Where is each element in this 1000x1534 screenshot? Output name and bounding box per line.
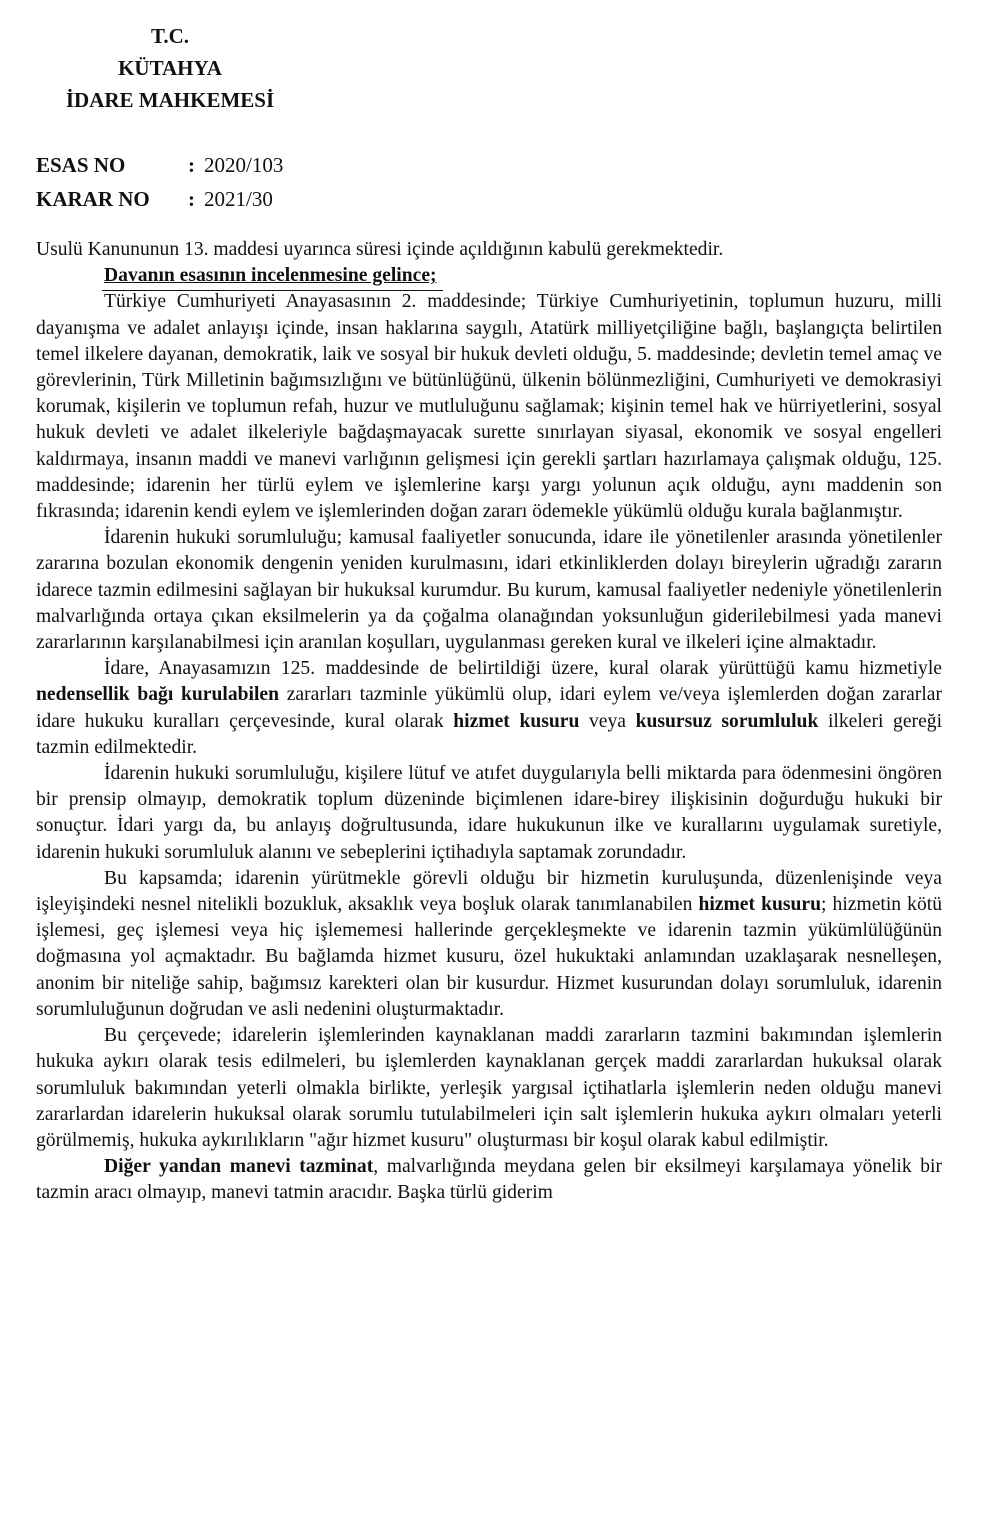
p5-text-a: Bu kapsamda; idarenin yürütmekle görevli olduğu bir hizmetin kuruluşunda, düzenlenişinde veya işleyişindeki nesnel nitelikli bozukluk, aksaklık veya boşluk olarak tanımlanabilen xyxy=(36,867,942,916)
esas-colon: : xyxy=(188,153,195,177)
document-body xyxy=(36,237,942,1207)
p5-bold-hizmet-kusuru: hizmet kusuru xyxy=(698,894,822,916)
karar-value: 2021/30 xyxy=(204,187,273,211)
p3-bold-kusursuz: kusursuz sorumluluk xyxy=(635,710,819,732)
paragraph-manevi-tazminat xyxy=(36,1154,942,1206)
header-city: KÜTAHYA xyxy=(118,56,222,80)
subheading-text: Davanın esasının incelenmesine gelince; xyxy=(104,265,437,287)
paragraph-hizmet-kusuru xyxy=(36,866,942,1023)
esas-row xyxy=(36,148,283,182)
p7-text-b: , malvarlığında meydana gelen bir eksilmeyi karşılamaya yönelik bir tazmin aracı olmayıp, manevi tatmin aracıdır. Başka türlü giderim xyxy=(36,1156,942,1204)
karar-row xyxy=(36,182,283,216)
esas-label: ESAS NO xyxy=(36,153,126,177)
p3-text-e: veya xyxy=(579,710,636,732)
court-header xyxy=(0,20,340,116)
karar-colon: : xyxy=(188,187,195,211)
p3-bold-nedensellik: nedensellik bağı kurulabilen xyxy=(36,684,279,706)
p3-text-g: ilkeleri gereği tazmin edilmektedir. xyxy=(36,710,943,758)
paragraph-lutuf: İdarenin hukuki sorumluluğu, kişilere lütuf ve atıfet duygularıyla belli miktarda para ödenmesini öngören bir prensip olmayıp, demokratik toplum düzeninde biçimlenen idare-birey ilişkisinin doğurduğu hukuki bir sonuçtur. İdari yargı da, bu anlayış doğrultusunda, idare hukukunun ilke ve kurallarını uygulamak suretiyle, idarenin hukuki sorumluluk alanını ve sebeplerini içtihadıyla saptamak zorundadır. xyxy=(36,763,942,863)
paragraph-continuation: Usulü Kanununun 13. maddesi uyarınca süresi içinde açıldığının kabulü gerekmektedir. xyxy=(36,239,724,260)
p3-text-a: İdare, Anayasamızın 125. maddesinde de belirtildiği üzere, kural olarak yürüttüğü kamu hizmetiyle xyxy=(104,658,942,680)
karar-label: KARAR NO xyxy=(36,187,150,211)
p3-text-c: zararları tazminle yükümlü olup, idari eylem ve/veya işlemlerden doğan zararlar idare hukuku kuralları çerçevesinde, kural olarak xyxy=(36,684,942,732)
p7-bold-manevi-tazminat: Diğer yandan manevi tazminat xyxy=(104,1156,374,1178)
esas-value: 2020/103 xyxy=(204,153,284,177)
case-info xyxy=(36,148,283,216)
header-court: İDARE MAHKEMESİ xyxy=(65,88,275,112)
section-subheading xyxy=(104,263,437,289)
paragraph-idare-125 xyxy=(36,656,942,761)
p5-text-c: ; hizmetin kötü işlemesi, geç işlemesi veya hiç işlememesi hallerinde gerçekleşmekte ve idarenin tazmin yükümlülüğünün doğmasına yol açmaktadır. Bu bağlamda hizmet kusuru, özel hukuktaki anlamından uzaklaşarak nesnelleşen, anonim bir niteliğe sahip, bağımsız karekteri olan bir kusurdur. Hizmet kusurundan dolayı sorumluluk, idarenin sorumluluğunun doğrudan ve asli nedenini oluşturmaktadır. xyxy=(36,894,942,1020)
paragraph-hukuki-sorumluluk: İdarenin hukuki sorumluluğu; kamusal faaliyetler sonucunda, idare ile yönetilenler arasında yönetilenler zararına bozulan ekonomik dengenin yeniden kurulmasını, idari etkinliklerden dolayı bireylerin uğradığı zararın idarece tazmin edilmesini sağlayan bir hukuksal kurumdur. Bu kurum, kamusal faaliyetler nedeniyle yönetilenlerin malvarlığında ortaya çıkan eksilmelerin ya da çoğalma olanağından yoksunluğun giderilebilmesi yada manevi zararlarının karşılanabilmesi için aranılan koşulları, uygulanması gereken kural ve ilkeleri içine almaktadır. xyxy=(36,527,942,654)
header-country: T.C. xyxy=(150,24,190,48)
paragraph-anayasa: Türkiye Cumhuriyeti Anayasasının 2. maddesinde; Türkiye Cumhuriyetinin, toplumun huzuru, milli dayanışma ve adalet anlayışı içinde, insan haklarına saygılı, Atatürk milliyetçiliğine bağlı, başlangıçta belirtilen temel ilkelere dayanan, demokratik, laik ve sosyal bir hukuk devleti olduğu, 5. maddesinde; devletin temel amaç ve görevlerinin, Türk Milletinin bağımsızlığını ve bütünlüğünü, ülkenin bölünmezliğini, Cumhuriyeti ve demokrasiyi korumak, kişilerin ve toplumun refah, huzur ve mutluluğunu sağlamak; kişinin temel hak ve hürriyetlerini, sosyal hukuk devleti ve adalet ilkeleriyle bağdaşmayacak surette sınırlayan siyasal, ekonomik ve sosyal engelleri kaldırmaya, insanın maddi ve manevi varlığının gelişmesi için gerekli şartları hazırlamaya çalışmak olduğu, 125. maddesinde; idarenin her türlü eylem ve işlemlerine karşı yargı yolunun açık olduğu, aynı maddenin son fıkrasında; idarenin kendi eylem ve işlemlerinden doğan zararı ödemekle yükümlü olduğu kurala bağlanmıştır. xyxy=(36,291,942,523)
paragraph-cerceve: Bu çerçevede; idarelerin işlemlerinden kaynaklanan maddi zararların tazmini bakımından işlemlerin hukuka aykırı olarak tesis edilmeleri, bu işlemlerden kaynaklanan gerçek maddi zararlardan hukuksal olarak sorumluluk bakımından yeterli olmakla birlikte, yerleşik yargısal içtihatlarla işlemlerin neden olduğu manevi zararlardan idarelerin hukuksal olarak sorumlu tutulabilmeleri için salt işlemlerin hukuka aykırı olmaları yeterli görülmemiş, hukuka aykırılıkların "ağır hizmet kusuru" oluşturması bir koşul olarak kabul edilmiştir. xyxy=(36,1025,942,1151)
p3-bold-hizmet-kusuru: hizmet kusuru xyxy=(453,710,580,732)
